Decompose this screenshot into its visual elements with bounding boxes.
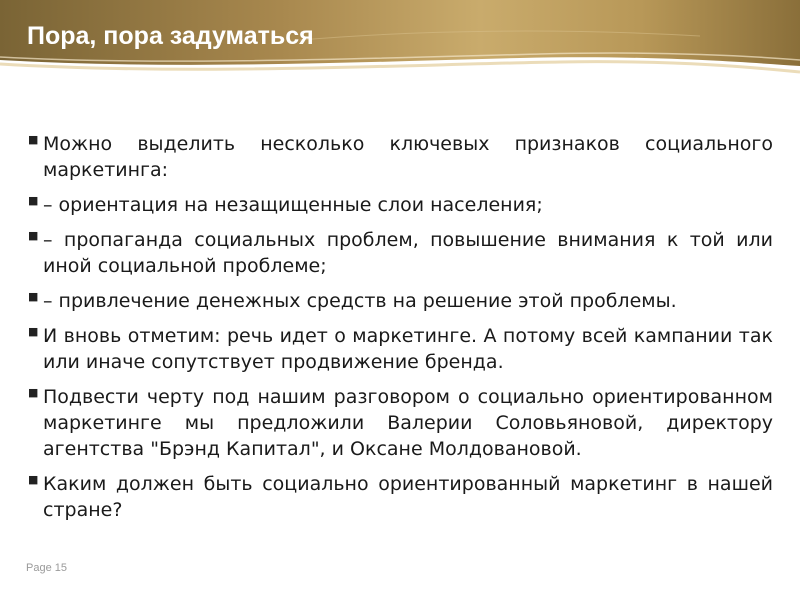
bullet-icon: ■: [28, 194, 39, 207]
bullet-text: И вновь отметим: речь идет о маркетинге. А потому всей кампании так или иначе сопутствует продвижение бренда.: [43, 325, 773, 373]
list-item: [27, 192, 773, 218]
bullet-text: Подвести черту под нашим разговором о социально ориентированном маркетинге мы предложили Валерии Соловьяновой, директору агентства "Брэнд Капитал", и Оксане Молдовановой.: [43, 386, 773, 460]
bullet-text: – привлечение денежных средств на решение этой проблемы.: [43, 290, 677, 312]
bullet-icon: ■: [28, 290, 39, 303]
list-item: [27, 384, 773, 462]
bullet-icon: ■: [28, 133, 39, 146]
bullet-text: – ориентация на незащищенные слои населения;: [43, 194, 543, 216]
bullet-text: Каким должен быть социально ориентированный маркетинг в нашей стране?: [43, 473, 773, 521]
bullet-icon: ■: [28, 473, 39, 486]
page-number: Page 15: [26, 562, 67, 574]
bullet-icon: ■: [28, 386, 39, 399]
bullet-icon: ■: [28, 325, 39, 338]
list-item: [27, 471, 773, 523]
bullet-list: [27, 131, 773, 532]
bullet-text: – пропаганда социальных проблем, повышение внимания к той или иной социальной проблеме;: [43, 229, 773, 277]
list-item: [27, 288, 773, 314]
bullet-icon: ■: [28, 229, 39, 242]
slide-title: Пора, пора задуматься: [27, 22, 314, 50]
list-item: [27, 227, 773, 279]
slide-header: [0, 0, 800, 92]
list-item: [27, 323, 773, 375]
list-item: [27, 131, 773, 183]
bullet-text: Можно выделить несколько ключевых признаков социального маркетинга:: [43, 133, 773, 181]
